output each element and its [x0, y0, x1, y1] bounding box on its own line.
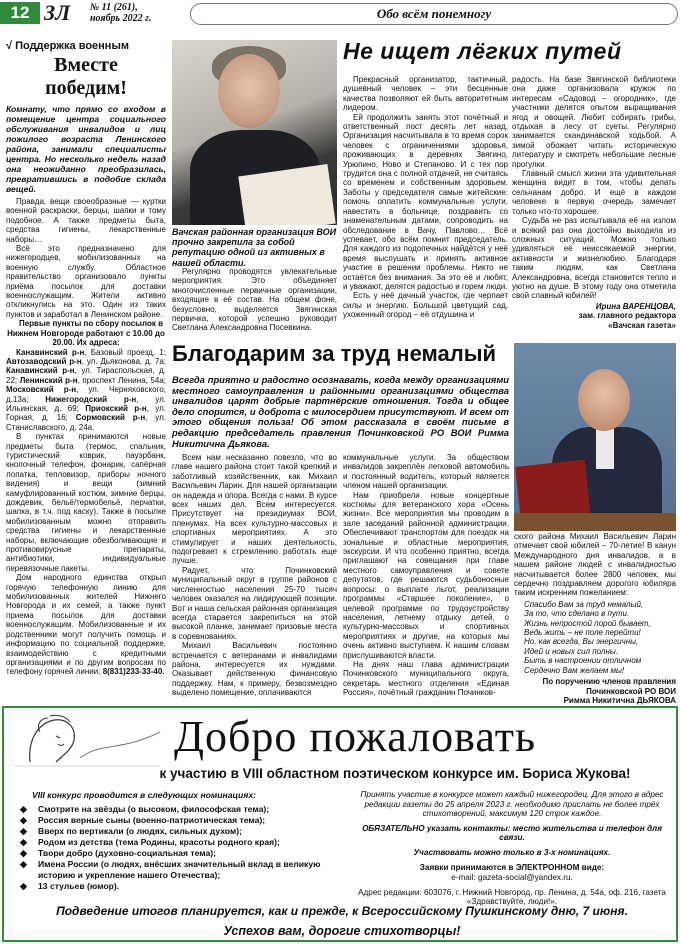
- address: , проспект Ленина, 54а;: [77, 375, 166, 385]
- list-item: [18, 848, 336, 859]
- poem-line: Жизнь непростой порой бывает,: [524, 618, 651, 628]
- author-role: зам. главного редактора: [578, 311, 676, 321]
- nomination-text: Твори добро (духовно-социальная тема);: [38, 848, 216, 858]
- address: , ул. Станиславского, д. 24а.: [6, 413, 166, 432]
- paragraph: радость. На базе Звягинской библиотеки она даже организовала кружок по интересам «Садовод – огородник», где участники делятся опытом выращивания ягод и овощей. Любит собирать грибы, отдыхая в лесу от суеты. Регулярно занимается скандинавской ходьбой. А зимой обожает читать историческую литературу и смотреть небольшие лесные прогулки.: [512, 75, 676, 169]
- district: Ленинский р-н: [19, 375, 78, 385]
- paragraph: [6, 573, 166, 676]
- address: , Базовый проезд, 1;: [84, 347, 166, 357]
- paragraph: Всё это предназначено для нижегородцев, мобилизованных на военную службу. Областное правительство организовало пункты приёма посылок для доставки военнослужащим. Жители активно откликнулись на это. Один из таких пунктов и заработал в Ленинском районе.: [6, 244, 166, 319]
- paragraph: В пунктах принимаются новые предметы быта (термос, спальник, туристический коврик, пауэрбанк, кнопочный телефон, фонарик, сапёрная лопатка, тепловизор, приборы ночного видения) и вещи (зимний камуфлированный костюм, зимние берцы, дождевик, бельё/термобельё, перчатки, шапка, в т.ч. под каску). Также в посылке мобилизованным можно отправить средства гигиены и лекарственные наборы, включающие обезболивающие и противовирусные препараты, антибиотики, индивидуальные перевязочные пакеты.: [6, 432, 166, 573]
- paragraph: Есть у неё дачный участок, где черпает силы и энергию. Большой цветущий сад, ухоженный огород – её отдушина и: [343, 291, 508, 320]
- issue-date: ноябрь 2022 г.: [90, 13, 152, 24]
- poetry-contest-banner: [2, 706, 678, 942]
- contest-rules: [349, 790, 675, 912]
- district: Автозаводский р-н: [6, 356, 82, 366]
- rules-text: Принять участие в конкурсе может каждый нижегородец. Для этого в адрес редакции газеты до 25 апреля 2023 г. необходимо прислать не более трёх стихотворений, максимум 120 строк каждое.: [360, 790, 664, 819]
- signature-line: Починковской РО ВОИ: [586, 686, 676, 696]
- banner-closing: Успехов вам, дорогие стихотворцы!: [223, 924, 461, 938]
- nomination-text: Имена России (о людях, внёсших значительный вклад в великую историю и укрепление нашего Отечества);: [38, 859, 321, 880]
- nomination-text: Родом из детства (тема Родины, красоты родного края);: [38, 837, 280, 847]
- rules-text: ОБЯЗАТЕЛЬНО указать контакты: место жительства и телефон для связи.: [362, 823, 662, 843]
- poem-line: За то, что сделано в пути.: [524, 609, 630, 619]
- photo-shirt: [596, 429, 614, 469]
- paragraph: Радует, что Починковский муниципальный округ в группе районов с численностью населения 25-70 тысяч человек оказался на лидирующей позиции. Вот и наша сельская районная организация всегда старается закрепиться на этой высокой планке, занимает призовые места в соревнованиях.: [172, 565, 337, 641]
- article2-headline: Благодарим за труд немалый: [172, 341, 497, 366]
- article-lead: Комнату, что прямо со входом в помещение центра социального обслуживания инвалидов и лиц пожилого возраста Ленинского района, занимали специалисты центра. Но несколько недель назад она неожиданно преобразилась, превратившись в подобие склада вещей.: [6, 104, 166, 194]
- photo-face: [218, 54, 280, 128]
- photo-caption: Вачская районная организация ВОИ прочно закрепила за собой репутацию одной из активных в нашей области.: [172, 227, 337, 268]
- page-number: 12: [0, 2, 40, 24]
- author-name: Ирина ВАРЕНЦОВА,: [595, 302, 676, 311]
- article2-column: [172, 453, 337, 698]
- title-line: победим!: [45, 77, 127, 99]
- article-kicker: √ Поддержка военным: [6, 40, 129, 52]
- issue-info: [90, 2, 151, 24]
- article2-column: [343, 453, 509, 698]
- nomination-text: Смотрите на звёзды (о высоком, философская тема);: [38, 804, 270, 814]
- list-item: [18, 881, 336, 892]
- address: , ул. Дьяконова, д. 7а;: [81, 356, 166, 366]
- list-item: [18, 815, 336, 826]
- nomination-text: 13 стульев (юмор).: [38, 881, 120, 891]
- article1-column: [512, 75, 676, 301]
- title-line: Вместе: [54, 54, 118, 76]
- poem-line: Ведь жить – не поле перейти!: [524, 628, 641, 638]
- diamond-bullet-icon: ◆: [20, 881, 27, 891]
- section-rubric: Обо всём понемногу: [190, 3, 678, 25]
- diamond-bullet-icon: ◆: [20, 848, 27, 858]
- paragraph: Михаил Васильевич постоянно встречается с ветеранами и инвалидами района, интересуется их нуждами. Оказывает действенную финансовую поддержку. Нам, к примеру, безвозмездно выделено помещение, оплачиваются: [172, 641, 337, 698]
- photo-face: [578, 369, 630, 431]
- address: , ул. Тираспольская, д. 22;: [6, 366, 166, 385]
- signature-line: Римма Никитична ДЬЯКОВА: [563, 695, 676, 705]
- article-together-we-win: [6, 40, 166, 677]
- hotline-phone: 8(831)233-33-40.: [102, 667, 165, 677]
- paragraph: Правда, вещи своеобразные — куртки военной раскраски, берцы, шапки и тому подобное. А также предметы быта, средства гигиены, лекарственные наборы…: [6, 197, 166, 244]
- pushkin-sketch-icon: [10, 712, 170, 768]
- poem-line: Быть в настроении отличном: [524, 656, 642, 666]
- article-title: [6, 54, 166, 100]
- district: Московский р-н: [6, 385, 77, 395]
- list-item: [18, 804, 336, 815]
- article2-signature: [514, 677, 676, 705]
- district: Нижегородский р-н: [45, 394, 137, 404]
- nominations-block: [18, 790, 336, 892]
- diamond-bullet-icon: ◆: [20, 837, 27, 847]
- paragraph: На днях наш глава администрации Починковского муниципального округа, секретарь местного отделения «Единая Россия», почётный гражданин Починков-: [343, 659, 509, 698]
- poem: [524, 600, 676, 675]
- rules-text: Участвовать можно только в 3-х номинациях.: [413, 847, 611, 857]
- paragraph-text: Дом народного единства открыл горячую телефонную линию для мобилизованных жителей Нижнего Новгорода и их семей, а также пункт приема посылок для доставки военнослужащим. Мобилизованные и их родственники могут получить помощь и информацию по социальной поддержке, взаимодействию с кредитными организациями и по другим вопросам по телефону горячей линии:: [6, 573, 166, 677]
- poem-line: Сердечно Вам желаем мы!: [524, 665, 625, 675]
- nomination-text: Россия верные сыны (военно-патриотическая тема);: [38, 815, 266, 825]
- signature-line: По поручению членов правления: [542, 677, 676, 687]
- paragraph: Нам приобрели новые концертные костюмы для ветеранского хора «Осень жизни». Все мероприятия мы проводим в зале заседаний районной администрации. Обеспечивают транспортом для поездок на зональные и областные мероприятия, экскурсии. И что особенно приятно, всегда приглашают на совещания при главе местного самоуправления и совете депутатов, где решаются судьбоносные вопросы: о выплате льгот, реализации программы «Старшее поколение», о целевой программе по трудоустройству населения, летнему отдыху детей, о культурно-массовых и спортивных мероприятиях и другие, на которых мы очень активно выступаем. К нашим словам прислушиваются власти.: [343, 490, 509, 660]
- poem-line: Спасибо Вам за труд немалый,: [524, 599, 644, 609]
- paragraph: Главный смысл жизни эта удивительная женщина видит в том, чтобы делать сельчанам добро. И ещё в каждом человеке в первую очередь замечает только что-то хорошее.: [512, 169, 676, 216]
- diamond-bullet-icon: ◆: [20, 826, 27, 836]
- list-item: [18, 826, 336, 837]
- newspaper-logo: ЗЛ: [44, 0, 71, 25]
- portrait-photo-icon: [514, 343, 676, 531]
- article1-column: [343, 75, 508, 320]
- paragraph: Ей продолжить занять этот почётный и ответственный пост десять лет назад. Организация насчитывала в то время сорок человек с ограничениями здоровья, проживающих в деревнях Звягино, Урюпино, Ново и Степаново. И с тех пор трудится она с полной отдачей, не считаясь со временем и собственным здоровьем. Заботы у председателя самые житейские: помочь оплатить коммунальные услуги, навестить в больнице, поздравить со знаменательным датами, сопроводить на обследование в Вачу, Павлово… Всё успевает, обо всём помнит председатель. Для каждого из подопечных найдётся у неё время выслушать и принять активное участие в решении проблемы. Никто не остаётся без внимания. За это её и любят, и уважают, делятся радостью и горем люди.: [343, 112, 508, 291]
- paragraph: коммунальные услуги. За обществом инвалидов закреплён легковой автомобиль и постоянный водитель, который является членом нашей организации.: [343, 453, 509, 491]
- author-paper: «Вачская газета»: [608, 320, 676, 330]
- editorial-address: Адрес редакции: 603076, г. Нижний Новгород, пр. Ленина, д. 54а, оф. 216, газета «Здравствуйте, люди!».: [358, 887, 666, 907]
- nominations-intro: VIII конкурс проводится в следующих номинациях:: [32, 790, 256, 800]
- paragraph: Регулярно проводятся увлекательные мероприятия. Это объединяет многочисленные первичные организации, входящие в её состав. На общем фоне, безусловно, выделяется Звягинская первичка, которой успешно руководит Светлана Александровна Посевкина.: [172, 267, 337, 333]
- banner-title: Добро пожаловать: [174, 712, 537, 761]
- article1-column-left: [172, 267, 337, 333]
- article1-signature: [512, 302, 676, 330]
- article2-column: [514, 532, 676, 705]
- district: Приокский р-н: [85, 403, 147, 413]
- page-header: [0, 0, 680, 26]
- portrait-photo-icon: [172, 40, 337, 225]
- address: , ул. Черняховского, д.13а;: [6, 385, 167, 404]
- paragraph: Судьба не раз испытывала её на излом и всякий раз она достойно выходила из сложных ситуаций. Можно только удивляться её неиссякаемой энергии, активности и жизнелюбию. Благодаря таким людям, как Светлана Александровна, всегда становится тепло и уютно на душе. В этому году она отметила свой славный юбилей!: [512, 216, 676, 301]
- district: Сормовский р-н: [75, 413, 146, 423]
- photo-table: [514, 513, 676, 531]
- list-item: [18, 859, 336, 881]
- list-item: [18, 837, 336, 848]
- contact-email[interactable]: e-mail: gazeta-social@yandex.ru.: [451, 873, 573, 883]
- paragraph: Прекрасный организатор, тактичный, душевный человек – эти бесценные качества позволяют ей быть авторитетным лидером.: [343, 75, 508, 113]
- diamond-bullet-icon: ◆: [20, 815, 27, 825]
- diamond-bullet-icon: ◆: [20, 804, 27, 814]
- address: , ул. Ильинская, д. 69;: [6, 394, 166, 413]
- diamond-bullet-icon: ◆: [20, 859, 27, 869]
- poem-line: Идей и новых сил полны.: [524, 646, 618, 656]
- rules-text: Заявки принимаются в ЭЛЕКТРОННОМ виде:: [419, 862, 605, 872]
- article1-headline: Не ищет лёгких путей: [343, 38, 622, 64]
- nomination-text: Вверх по вертикали (о людях, сильных духом);: [38, 826, 243, 836]
- paragraph: ского района Михаил Васильевич Ларин отмечает свой юбилей – 70-летие! В канун Международного дня инвалидов, а в нашем районе людей с инвалидностью насчитывается более 2800 человек, мы сердечно поздравляем дорогого юбиляра таким искренним пожеланием:: [514, 532, 676, 598]
- district: Канавинский р-н: [16, 347, 85, 357]
- issue-number: № 11 (261),: [90, 2, 138, 13]
- paragraph: Первые пункты по сбору посылок в Нижнем Новгороде работают с 10.00 до 20.00. Их адреса:: [7, 319, 165, 348]
- banner-subtitle: к участию в VIII областном поэтическом конкурсе им. Бориса Жукова!: [159, 766, 631, 781]
- banner-footer-note: Подведение итогов планируется, как и прежде, к Всероссийскому Пушкинскому дню, 7 июня.: [56, 904, 628, 918]
- district: Канавинский р-н: [6, 366, 75, 376]
- nominations-list: [18, 804, 336, 892]
- address: , ул. Горная, д. 16;: [6, 403, 166, 423]
- paragraph: Всем нам несказанно повезло, что во главе нашего района стоит такой крепкий и заботливый хозяйственник, как Михаил Васильевич Ларин. Для нашей организации он надежда и опора. Всегда с нами. В курсе всех наших дел. Всем интересуется. Присутствует на президиумах ВОИ, пленумах. На всех культурно-массовых и спортивных мероприятиях. А это стимулирует и наших деятельность, подогревает к стремлению работать еще лучше.: [172, 453, 337, 566]
- poem-line: Но, как всегда, Вы энергичны,: [524, 637, 639, 647]
- article2-lead: Всегда приятно и радостно осознавать, когда между организациями местного самоуправления и районными организациями общества инвалидов царят добрые партнёрские отношения. Тогда и общее дело спорится, и доброта с милосердием присутствуют. И всем от этого общения польза! Об этом рассказала в своём письме в редакцию председатель правления Починковской РО ВОИ Римма Никитична Дьякова.: [172, 374, 509, 449]
- address-list: [6, 348, 166, 433]
